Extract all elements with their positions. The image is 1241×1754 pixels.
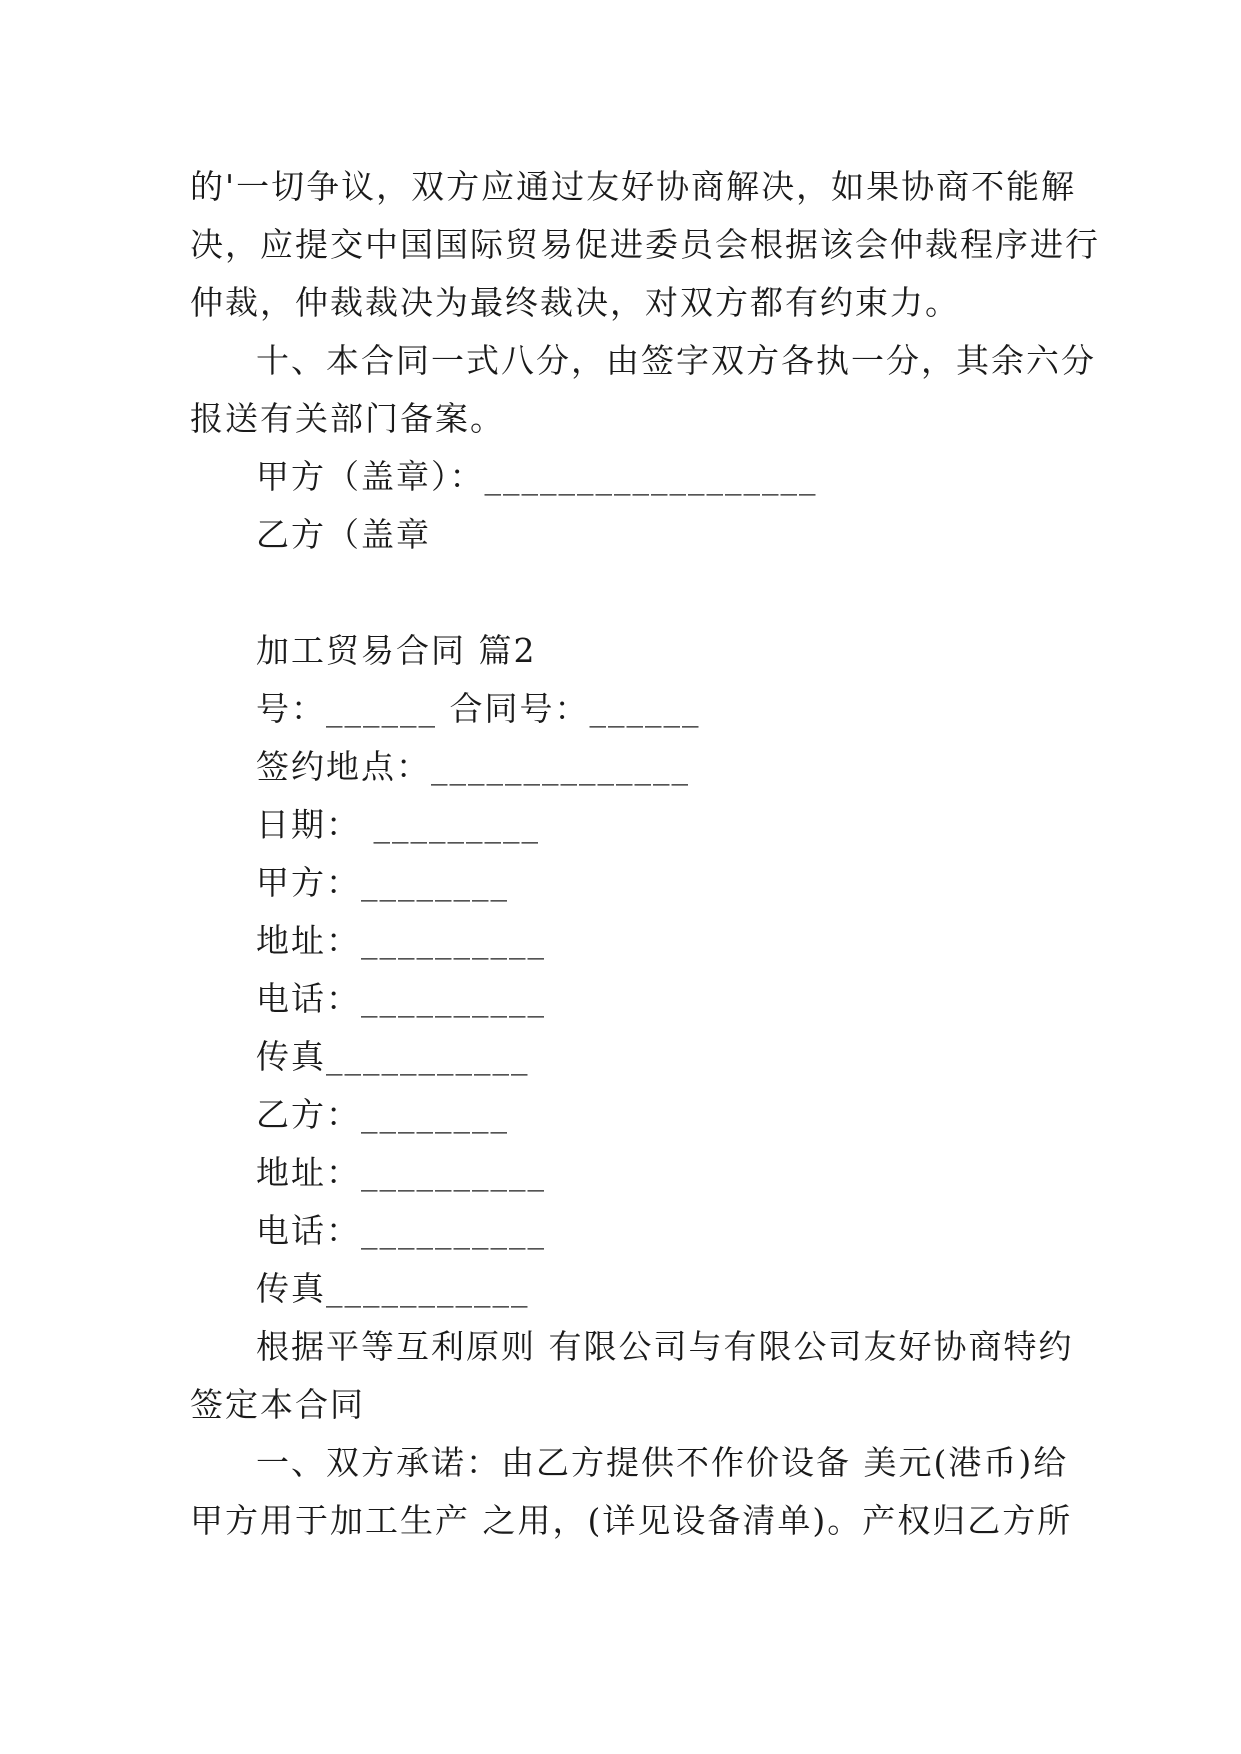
text-line: 决，应提交中国国际贸易促进委员会根据该会仲裁程序进行: [190, 225, 1100, 264]
text-line: 签定本合同: [190, 1385, 365, 1424]
text-line: 报送有关部门备案。: [190, 399, 505, 438]
clause-ten-line: 十、本合同一式八分，由签字双方各执一分，其余六分: [256, 341, 1096, 380]
party-b-address-line: 地址：__________: [256, 1153, 546, 1192]
party-b-seal-line: 乙方（盖章: [256, 515, 431, 554]
document-page: [190, 158, 1100, 1550]
text-line: 的'一切争议，双方应通过友好协商解决，如果协商不能解: [190, 167, 1077, 206]
party-a-fax-line: 传真___________: [256, 1037, 530, 1076]
party-b-fax-line: 传真___________: [256, 1269, 530, 1308]
party-b-phone-line: 电话：__________: [256, 1211, 546, 1250]
party-a-line: 甲方：________: [256, 863, 509, 902]
preamble-line: 根据平等互利原则 有限公司与有限公司友好协商特约: [256, 1327, 1074, 1366]
section-title: 加工贸易合同 篇2: [256, 631, 537, 670]
contract-number-line: 号：______ 合同号：______: [256, 689, 701, 728]
party-a-seal-line: 甲方（盖章）：__________________: [256, 457, 818, 496]
blank-line: [190, 564, 1050, 622]
text-line: 仲裁，仲裁裁决为最终裁决，对双方都有约束力。: [190, 283, 960, 322]
signing-place-line: 签约地点：______________: [256, 747, 690, 786]
party-a-phone-line: 电话：__________: [256, 979, 546, 1018]
text-line: 甲方用于加工生产 之用，(详见设备清单)。产权归乙方所: [190, 1501, 1073, 1540]
clause-one-line: 一、双方承诺：由乙方提供不作价设备 美元(港币)给: [256, 1443, 1069, 1482]
party-b-line: 乙方：________: [256, 1095, 509, 1134]
party-a-address-line: 地址：__________: [256, 921, 546, 960]
date-line: 日期： _________: [256, 805, 540, 844]
